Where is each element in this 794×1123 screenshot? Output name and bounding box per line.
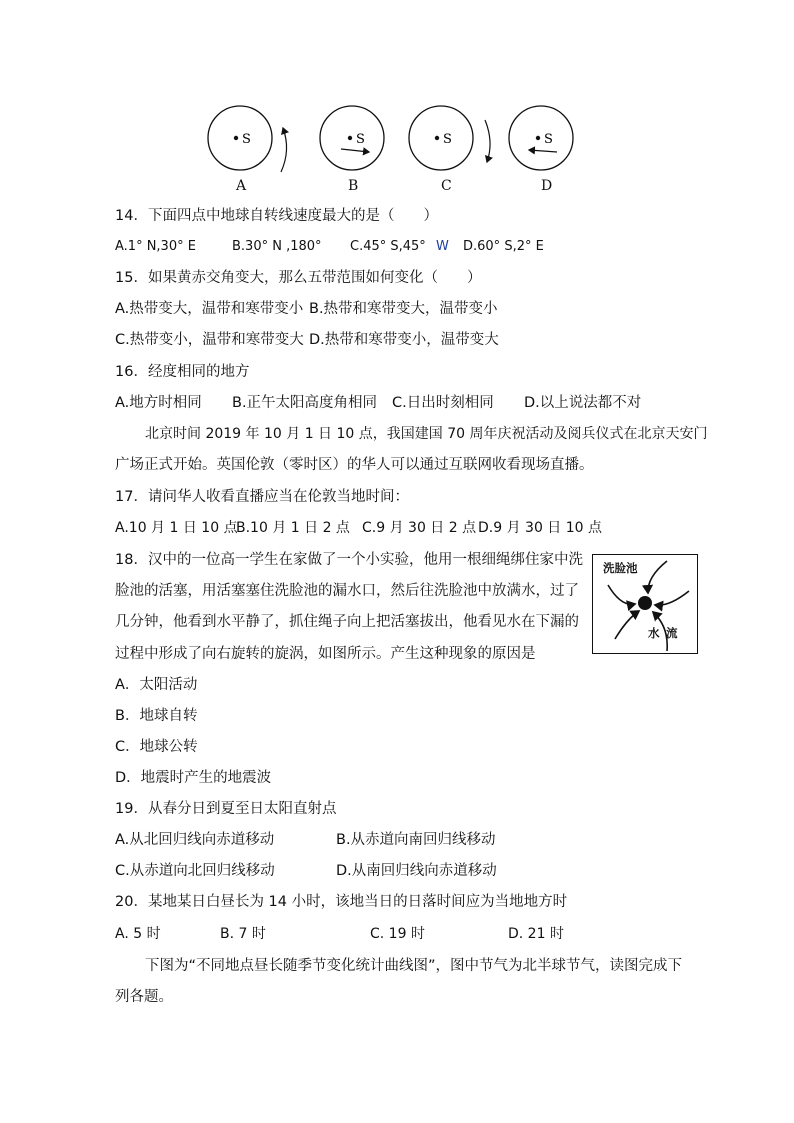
arrow-d-icon	[529, 150, 557, 152]
q17-option-b: B.10 月 1 日 2 点	[236, 520, 350, 536]
q15-option-c: C.热带变小，温带和寒带变大	[115, 332, 304, 348]
passage1-line2: 广场正式开始。英国伦敦（零时区）的华人可以通过互联网收看现场直播。	[115, 457, 594, 473]
q18-option-b: B．地球自转	[115, 708, 198, 724]
sun-label-d: S	[544, 132, 553, 147]
panel-label-d: D	[541, 178, 553, 194]
circle-d	[509, 106, 573, 170]
arrow-a-icon	[281, 128, 287, 172]
q19-option-c: C.从赤道向北回归线移动	[115, 863, 275, 879]
q20-option-a: A. 5 时	[115, 926, 161, 942]
q17-option-a: A.10 月 1 日 10 点	[115, 520, 238, 536]
q14-option-d: D.60° S,2° E	[463, 239, 544, 254]
circle-c	[409, 106, 490, 170]
sun-label-c: S	[443, 132, 452, 147]
drain-icon	[638, 596, 652, 610]
q16-option-a: A.地方时相同	[115, 395, 202, 411]
arrow-b-icon	[341, 149, 369, 152]
sink-flow-label-2: 流	[666, 626, 678, 640]
q17-option-c: C.9 月 30 日 2 点	[362, 520, 477, 536]
q16-option-c: C.日出时刻相同	[392, 395, 494, 411]
q14-option-a: A.1° N,30° E	[115, 239, 196, 254]
arrow-c-icon	[485, 120, 490, 162]
q15-stem: 15．如果黄赤交角变大，那么五带范围如何变化（ ）	[115, 270, 482, 286]
q18-option-a: A．太阳活动	[115, 677, 198, 693]
panel-label-a: A	[236, 178, 247, 194]
circle-a	[208, 106, 287, 172]
panel-label-b: B	[348, 178, 359, 194]
q18-line3: 几分钟，他看到水平静了，抓住绳子向上把活塞拔出，他看见水在下漏的	[115, 614, 579, 630]
sink-figure	[592, 554, 698, 654]
passage2-line1: 下图为“不同地点昼长随季节变化统计曲线图”，图中节气为北半球节气，读图完成下	[145, 958, 683, 974]
q19-option-a: A.从北回归线向赤道移动	[115, 832, 275, 848]
q17-stem: 17．请问华人收看直播应当在伦敦当地时间：	[115, 489, 409, 505]
q18-line2: 脸池的活塞，用活塞塞住洗脸池的漏水口，然后往洗脸池中放满水，过了	[115, 583, 579, 599]
q14-stem: 14．下面四点中地球自转线速度最大的是（ ）	[115, 208, 438, 224]
q20-option-b: B. 7 时	[220, 926, 266, 942]
q16-option-d: D.以上说法都不对	[524, 395, 642, 411]
q18-line1: 18．汉中的一位高一学生在家做了一个小实验，他用一根细绳绑住家中洗	[115, 552, 583, 568]
q20-option-d: D. 21 时	[508, 926, 564, 942]
panel-label-c: C	[441, 178, 452, 194]
passage2-line2: 列各题。	[115, 989, 173, 1005]
q15-option-d: D.热带和寒带变小，温带变大	[309, 332, 499, 348]
rotation-figure	[195, 100, 595, 200]
q20-stem: 20．某地某日白昼长为 14 小时，该地当日的日落时间应为当地地方时	[115, 894, 568, 910]
q15-option-b: B.热带和寒带变大，温带变小	[309, 301, 498, 317]
q14-option-c-direction: W	[436, 239, 449, 254]
q15-option-a: A.热带变大，温带和寒带变小	[115, 301, 304, 317]
q19-option-b: B.从赤道向南回归线移动	[336, 832, 496, 848]
sink-title: 洗脸池	[603, 561, 638, 575]
q18-option-d: D．地震时产生的地震波	[115, 770, 272, 786]
q19-option-d: D.从南回归线向赤道移动	[336, 863, 497, 879]
q17-option-d: D.9 月 30 日 10 点	[478, 520, 603, 536]
q18-option-c: C．地球公转	[115, 739, 198, 755]
q16-stem: 16．经度相同的地方	[115, 364, 250, 380]
sink-flow-label-1: 水	[648, 626, 660, 640]
q20-option-c: C. 19 时	[370, 926, 425, 942]
sun-label-b: S	[356, 132, 365, 147]
q14-option-c: C.45° S,45°	[350, 239, 426, 254]
circle-b	[320, 106, 384, 170]
q18-line4: 过程中形成了向右旋转的旋涡，如图所示。产生这种现象的原因是	[115, 646, 536, 662]
q16-option-b: B.正午太阳高度角相同	[232, 395, 378, 411]
passage1-line1: 北京时间 2019 年 10 月 1 日 10 点，我国建国 70 周年庆祝活动及阅兵仪式在北京天安门	[145, 426, 708, 442]
sun-label-a: S	[242, 132, 251, 147]
q19-stem: 19．从春分日到夏至日太阳直射点	[115, 801, 337, 817]
q14-option-b: B.30° N ,180°	[232, 239, 322, 254]
